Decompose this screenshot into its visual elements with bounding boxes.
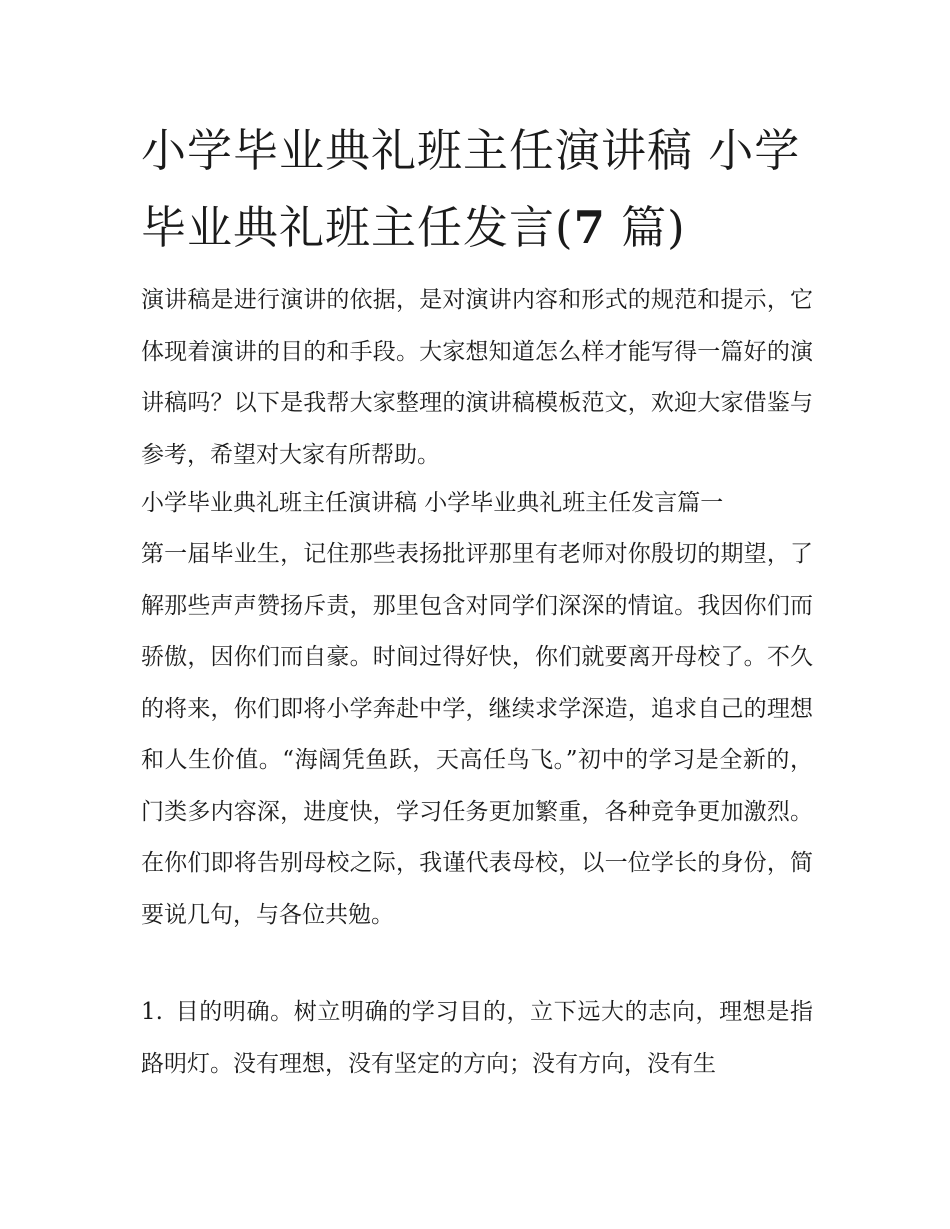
list-item-text: 目的明确。树立明确的学习目的，立下远大的志向，理想是指路明灯。没有理想，没有坚定的方向；没有方向，没有生 [141, 999, 813, 1077]
title-tail: 篇) [605, 201, 686, 254]
speech-paragraph: 第一届毕业生，记住那些表扬批评那里有老师对你殷切的期望，了解那些声声赞扬斥责，那里包含对同学们深深的情谊。我因你们而骄傲，因你们而自豪。时间过得好快，你们就要离开母校了。不久的将来，你们即将小学奔赴中学，继续求学深造，追求自己的理想和人生价值。“海阔凭鱼跃，天高任鸟飞。”初中的学习是全新的，门类多内容深，进度快，学习任务更加繁重，各种竞争更加激烈。在你们即将告别母校之际，我谨代表母校，以一位学长的身份，简要说几句，与各位共勉。 [141, 541, 813, 928]
title-main: 小学毕业典礼班主任演讲稿 小学毕业典礼班主任发言( [141, 124, 801, 254]
title-number: 7 [573, 201, 606, 254]
intro-paragraph: 演讲稿是进行演讲的依据，是对演讲内容和形式的规范和提示，它体现着演讲的目的和手段。大家想知道怎么样才能写得一篇好的演讲稿吗？以下是我帮大家整理的演讲稿模板范文，欢迎大家借鉴与参考，希望对大家有所帮助。 [141, 287, 813, 468]
section-heading: 小学毕业典礼班主任演讲稿 小学毕业典礼班主任发言篇一 [141, 490, 724, 516]
document-title [141, 112, 821, 266]
list-item-number: 1. [141, 999, 163, 1025]
list-item-point-1 [141, 987, 813, 1090]
